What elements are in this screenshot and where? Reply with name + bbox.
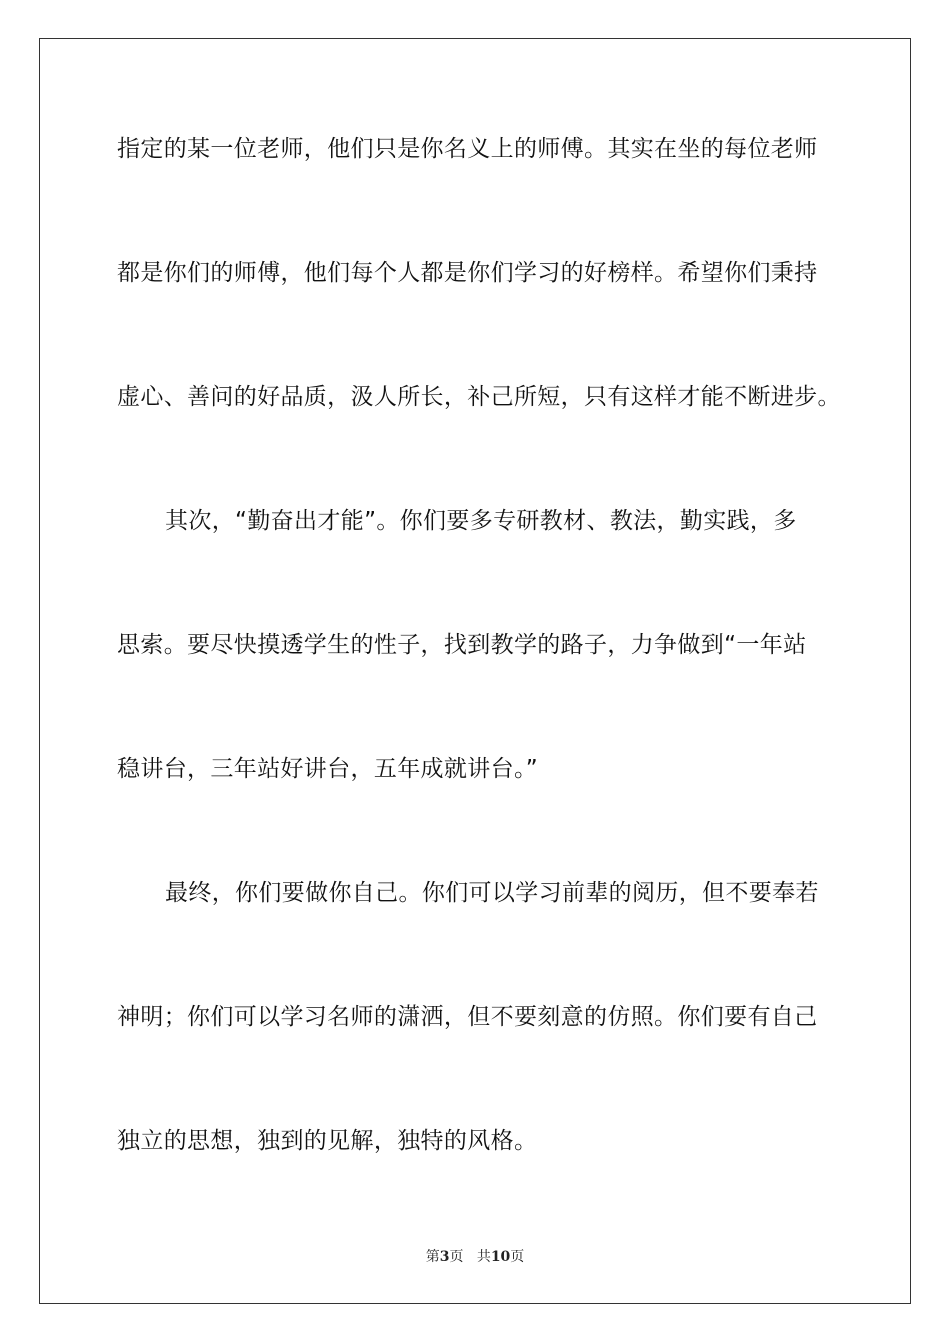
page-frame — [39, 38, 911, 1304]
text-line-3: 虚心、善问的好品质，汲人所长，补己所短，只有这样才能不断进步。 — [117, 384, 841, 410]
text-line-4: 其次，“勤奋出才能”。你们要多专研教材、教法，勤实践，多 — [165, 508, 797, 534]
footer-total-prefix: 共 — [476, 1249, 491, 1265]
footer-page-number: 3 — [439, 1249, 450, 1265]
text-line-8: 神明；你们可以学习名师的潇洒，但不要刻意的仿照。你们要有自己 — [117, 1004, 818, 1030]
page-footer — [0, 1247, 950, 1267]
text-line-6: 稳讲台，三年站好讲台，五年成就讲台。” — [117, 756, 539, 782]
footer-page-prefix: 第 — [425, 1249, 440, 1265]
footer-page-suffix: 页 — [449, 1249, 464, 1265]
text-line-7: 最终，你们要做你自己。你们可以学习前辈的阅历，但不要奉若 — [165, 880, 819, 906]
footer-total-suffix: 页 — [510, 1249, 525, 1265]
text-line-1: 指定的某一位老师，他们只是你名义上的师傅。其实在坐的每位老师 — [117, 136, 818, 162]
footer-total-number: 10 — [490, 1249, 511, 1265]
text-line-5: 思索。要尽快摸透学生的性子，找到教学的路子，力争做到“一年站 — [117, 632, 807, 658]
text-line-9: 独立的思想，独到的见解，独特的风格。 — [117, 1128, 538, 1154]
text-line-2: 都是你们的师傅，他们每个人都是你们学习的好榜样。希望你们秉持 — [117, 260, 818, 286]
